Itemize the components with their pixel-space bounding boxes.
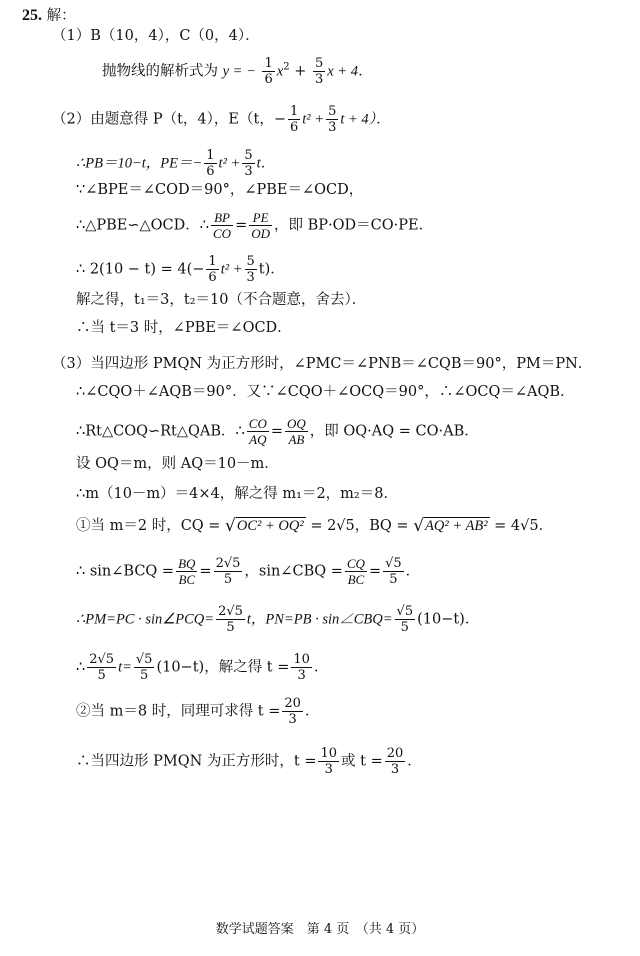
part2-line4	[76, 210, 433, 241]
frac-20-3: $\frac{20}{3}$	[284, 696, 301, 727]
equals-sign: =	[368, 563, 382, 580]
t2-term: t² +	[218, 155, 241, 172]
case1-prefix: ①当 m＝2 时，CQ =	[76, 518, 221, 534]
part1-points: B（10，4），C（0，4）．	[90, 28, 260, 44]
conclusion-tail: ．	[407, 753, 422, 770]
frac-1-6: $\frac{1}{6}$	[208, 254, 217, 285]
page-footer: 数学试题答案 第 4 页 （共 4 页）	[215, 922, 425, 937]
part2-line5-prefix: ∴ 2(10 − t) = 4(−	[76, 261, 205, 278]
eq-tail: ．	[313, 659, 329, 676]
frac-5-3: $\frac{5}{3}$	[314, 56, 324, 87]
problem-number: 25.	[22, 7, 42, 24]
parabola-tail: x + 4．	[327, 63, 373, 80]
case1-result2: = 4√5．	[494, 518, 554, 534]
equals-sign: =	[235, 217, 248, 234]
sin-cbq-prefix: ，sin∠CBQ =	[244, 563, 343, 580]
frac-10-3: $\frac{10}{3}$	[320, 746, 338, 777]
part3-equation	[76, 652, 328, 683]
part2-line3: ∵∠BPE＝∠COD＝90°，∠PBE＝∠OCD，	[76, 182, 364, 198]
part2-line2	[76, 148, 275, 179]
conclusion-or: 或 t =	[341, 753, 383, 770]
part3-label: （3）	[52, 356, 91, 372]
equals-sign: =	[270, 423, 283, 440]
part3-line2: ∴∠CQO＋∠AQB＝90°．又∵∠CQO＋∠OCQ＝90°，∴∠OCQ＝∠AQB．	[76, 384, 575, 400]
plus-sign: +	[294, 63, 307, 80]
part2-label: （2）	[52, 111, 91, 128]
eq-end: (10−t)，解之得 t =	[156, 659, 290, 676]
frac-20-3: $\frac{20}{3}$	[386, 746, 404, 777]
frac-2root5-5: $\frac{2√5}{5}$	[215, 556, 241, 587]
part2-line5-end: t)．	[258, 261, 285, 278]
frac-2root5-5: $\frac{2√5}{5}$	[89, 652, 115, 683]
frac-bq-bc: $\frac{BQ}{BC}$	[178, 556, 196, 587]
frac-oq-ab: $\frac{OQ}{AB}$	[287, 416, 306, 447]
part3-line3-end: ，即 OQ·AQ = CO·AB．	[309, 423, 479, 440]
part3-pm-line	[76, 604, 479, 635]
part2-line6: 解之得，t₁＝3，t₂＝10（不合题意，舍去）．	[76, 292, 367, 308]
frac-root5-5: $\frac{√5}{5}$	[135, 652, 153, 683]
eq-prefix: ∴	[76, 659, 86, 676]
part3-line5: ∴m（10－m）＝4×4，解之得 m₁＝2，m₂＝8．	[76, 486, 398, 502]
frac-root5-5: $\frac{√5}{5}$	[385, 556, 402, 587]
part2-line2-end: t．	[256, 155, 276, 172]
part3-case2	[76, 696, 319, 727]
case1-result1: = 2√5	[310, 518, 355, 534]
part3-line1	[52, 354, 592, 374]
part3-conclusion	[76, 746, 422, 777]
frac-bp-co: $\frac{BP}{CO}$	[213, 210, 232, 241]
part3-line4: 设 OQ＝m，则 AQ＝10－m．	[76, 456, 279, 472]
problem-header	[22, 6, 76, 26]
frac-1-6: $\frac{1}{6}$	[289, 104, 299, 135]
frac-10-3: $\frac{10}{3}$	[293, 652, 310, 683]
sin-bcq-prefix: ∴ sin∠BCQ =	[76, 563, 175, 580]
frac-5-3: $\frac{5}{3}$	[244, 148, 253, 179]
t2-term: t² +	[302, 111, 325, 128]
frac-root5-5: $\frac{√5}{5}$	[396, 604, 414, 635]
minus-sign: −	[273, 111, 286, 128]
eq-mid: t=	[118, 659, 132, 676]
parabola-lhs: y = −	[222, 63, 256, 80]
pm-prefix: ∴PM=PC · sin∠PCQ=	[76, 611, 215, 628]
sqrt-oc-oq: √OC² + OQ²	[225, 516, 304, 536]
conclusion-prefix: ∴当四边形 PMQN 为正方形时，t =	[76, 753, 317, 770]
x-var: x	[276, 63, 284, 80]
part2-line4-prefix: ∴△PBE∽△OCD．∴	[76, 217, 210, 234]
part2-line1-prefix: 由题意得 P（t，4），E（t，	[90, 111, 274, 128]
part1-label: （1）	[52, 28, 91, 44]
part3-line3-prefix: ∴Rt△COQ∽Rt△QAB．∴	[76, 423, 245, 440]
pm-mid: t，PN=PB · sin∠CBQ=	[246, 611, 393, 628]
frac-2root5-5: $\frac{2√5}{5}$	[218, 604, 243, 635]
sin-line-end: ．	[405, 563, 421, 580]
frac-5-3: $\frac{5}{3}$	[246, 254, 255, 285]
frac-pe-od: $\frac{PE}{OD}$	[251, 210, 271, 241]
parabola-prefix: 抛物线的解析式为	[102, 63, 218, 80]
frac-5-3: $\frac{5}{3}$	[328, 104, 337, 135]
case2-tail: ．	[304, 703, 320, 720]
part2-line4-end: ，即 BP·OD＝CO·PE．	[274, 217, 434, 234]
frac-cq-bc: $\frac{CQ}{BC}$	[346, 556, 365, 587]
part1-line1	[52, 26, 260, 46]
case2-prefix: ②当 m＝8 时，同理可求得 t =	[76, 703, 281, 720]
frac-co-aq: $\frac{CO}{AQ}$	[248, 416, 267, 447]
frac-1-6: $\frac{1}{6}$	[206, 148, 215, 179]
part3-line3	[76, 416, 479, 447]
part2-line5	[76, 254, 285, 285]
part3-line1-text: 当四边形 PMQN 为正方形时，∠PMC＝∠PNB＝∠CQB＝90°，PM＝PN．	[90, 356, 593, 372]
frac-1-6: $\frac{1}{6}$	[264, 56, 273, 87]
part2-line2-prefix: ∴PB＝10−t，PE＝−	[76, 155, 203, 172]
pm-end: (10−t)．	[417, 611, 480, 628]
problem-heading: 解：	[46, 8, 76, 24]
part2-line1	[52, 104, 390, 135]
part3-case1	[76, 516, 553, 536]
case1-mid: ，BQ =	[354, 518, 409, 534]
part3-sin-line	[76, 556, 420, 587]
part2-line1-end: t + 4）．	[340, 111, 391, 128]
part1-parabola: 抛物线的解析式为 y = − $\frac{1}{6}$ $x^2$ + $\frac{5}{3}$ x + 4．	[102, 56, 373, 87]
equals-sign: =	[199, 563, 212, 580]
t2-term: t² +	[220, 261, 243, 278]
sqrt-aq-ab: √AQ² + AB²	[413, 516, 488, 536]
part2-line7: ∴当 t＝3 时，∠PBE＝∠OCD．	[76, 320, 292, 336]
